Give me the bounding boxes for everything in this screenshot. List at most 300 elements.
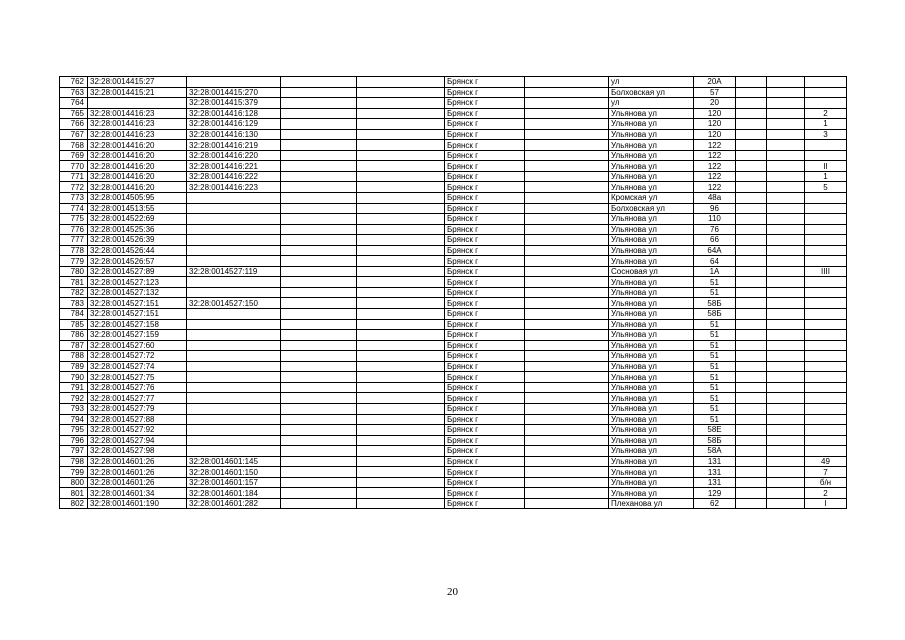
- blank-cell: [525, 330, 609, 341]
- blank-cell: [736, 361, 767, 372]
- house-number-cell: 64А: [694, 245, 736, 256]
- city-cell: Брянск г: [445, 361, 525, 372]
- blank-cell: [357, 171, 445, 182]
- object-number-cell: [187, 351, 281, 362]
- blank-cell: [281, 382, 357, 393]
- street-cell: Ульянова ул: [609, 467, 694, 478]
- cadastral-number-cell: 32:28:0014601:190: [88, 498, 187, 509]
- city-cell: Брянск г: [445, 182, 525, 193]
- blank-cell: [357, 403, 445, 414]
- apartment-cell: IIII: [805, 266, 847, 277]
- house-number-cell: 58А: [694, 446, 736, 457]
- blank-cell: [357, 393, 445, 404]
- row-number-cell: 797: [60, 446, 88, 457]
- city-cell: Брянск г: [445, 224, 525, 235]
- blank-cell: [767, 467, 805, 478]
- blank-cell: [281, 266, 357, 277]
- blank-cell: [736, 214, 767, 225]
- blank-cell: [736, 87, 767, 98]
- blank-cell: [525, 382, 609, 393]
- blank-cell: [357, 214, 445, 225]
- blank-cell: [281, 108, 357, 119]
- table-row: [60, 309, 847, 320]
- blank-cell: [736, 129, 767, 140]
- city-cell: Брянск г: [445, 161, 525, 172]
- street-cell: Болховская ул: [609, 87, 694, 98]
- object-number-cell: [187, 340, 281, 351]
- blank-cell: [357, 414, 445, 425]
- blank-cell: [736, 298, 767, 309]
- cadastral-number-cell: 32:28:0014525:36: [88, 224, 187, 235]
- house-number-cell: 62: [694, 498, 736, 509]
- blank-cell: [767, 298, 805, 309]
- blank-cell: [357, 77, 445, 88]
- cadastral-number-cell: 32:28:0014527:89: [88, 266, 187, 277]
- apartment-cell: [805, 425, 847, 436]
- table-row: [60, 446, 847, 457]
- house-number-cell: 58Б: [694, 435, 736, 446]
- blank-cell: [736, 382, 767, 393]
- object-number-cell: 32:28:0014416:128: [187, 108, 281, 119]
- cadastral-number-cell: 32:28:0014601:26: [88, 477, 187, 488]
- row-number-cell: 775: [60, 214, 88, 225]
- blank-cell: [767, 129, 805, 140]
- blank-cell: [736, 372, 767, 383]
- cadastral-number-cell: 32:28:0014526:57: [88, 256, 187, 267]
- blank-cell: [357, 182, 445, 193]
- row-number-cell: 780: [60, 266, 88, 277]
- street-cell: Ульянова ул: [609, 340, 694, 351]
- table-row: [60, 467, 847, 478]
- blank-cell: [767, 287, 805, 298]
- object-number-cell: [187, 309, 281, 320]
- street-cell: Ульянова ул: [609, 298, 694, 309]
- city-cell: Брянск г: [445, 298, 525, 309]
- blank-cell: [357, 435, 445, 446]
- house-number-cell: 120: [694, 119, 736, 130]
- row-number-cell: 782: [60, 287, 88, 298]
- row-number-cell: 792: [60, 393, 88, 404]
- row-number-cell: 779: [60, 256, 88, 267]
- object-number-cell: 32:28:0014416:129: [187, 119, 281, 130]
- city-cell: Брянск г: [445, 287, 525, 298]
- blank-cell: [525, 467, 609, 478]
- blank-cell: [736, 330, 767, 341]
- blank-cell: [736, 351, 767, 362]
- table-row: [60, 498, 847, 509]
- blank-cell: [525, 488, 609, 499]
- street-cell: Ульянова ул: [609, 277, 694, 288]
- blank-cell: [767, 98, 805, 109]
- cadastral-number-cell: 32:28:0014527:79: [88, 403, 187, 414]
- blank-cell: [281, 319, 357, 330]
- apartment-cell: [805, 214, 847, 225]
- row-number-cell: 778: [60, 245, 88, 256]
- blank-cell: [525, 277, 609, 288]
- street-cell: Ульянова ул: [609, 414, 694, 425]
- table-row: [60, 382, 847, 393]
- city-cell: Брянск г: [445, 330, 525, 341]
- blank-cell: [525, 235, 609, 246]
- blank-cell: [525, 266, 609, 277]
- blank-cell: [736, 266, 767, 277]
- object-number-cell: [187, 235, 281, 246]
- blank-cell: [281, 340, 357, 351]
- house-number-cell: 51: [694, 287, 736, 298]
- row-number-cell: 764: [60, 98, 88, 109]
- blank-cell: [767, 87, 805, 98]
- house-number-cell: 51: [694, 277, 736, 288]
- object-number-cell: [187, 425, 281, 436]
- table-row: [60, 330, 847, 341]
- blank-cell: [357, 351, 445, 362]
- cadastral-number-cell: 32:28:0014527:151: [88, 309, 187, 320]
- cadastral-number-cell: 32:28:0014527:132: [88, 287, 187, 298]
- table-row: [60, 372, 847, 383]
- cadastral-number-cell: [88, 98, 187, 109]
- blank-cell: [736, 161, 767, 172]
- blank-cell: [281, 193, 357, 204]
- cadastral-number-cell: 32:28:0014601:34: [88, 488, 187, 499]
- house-number-cell: 96: [694, 203, 736, 214]
- blank-cell: [525, 403, 609, 414]
- blank-cell: [281, 87, 357, 98]
- city-cell: Брянск г: [445, 193, 525, 204]
- street-cell: Ульянова ул: [609, 214, 694, 225]
- object-number-cell: [187, 393, 281, 404]
- house-number-cell: 51: [694, 361, 736, 372]
- blank-cell: [525, 119, 609, 130]
- blank-cell: [525, 214, 609, 225]
- house-number-cell: 64: [694, 256, 736, 267]
- house-number-cell: 76: [694, 224, 736, 235]
- city-cell: Брянск г: [445, 414, 525, 425]
- blank-cell: [357, 319, 445, 330]
- blank-cell: [357, 203, 445, 214]
- blank-cell: [357, 309, 445, 320]
- object-number-cell: [187, 435, 281, 446]
- cadastral-number-cell: 32:28:0014416:20: [88, 182, 187, 193]
- blank-cell: [736, 245, 767, 256]
- row-number-cell: 787: [60, 340, 88, 351]
- page-number: 20: [447, 586, 458, 598]
- blank-cell: [736, 140, 767, 151]
- blank-cell: [357, 425, 445, 436]
- blank-cell: [281, 351, 357, 362]
- object-number-cell: 32:28:0014527:150: [187, 298, 281, 309]
- house-number-cell: 51: [694, 340, 736, 351]
- blank-cell: [736, 488, 767, 499]
- house-number-cell: 122: [694, 161, 736, 172]
- blank-cell: [736, 77, 767, 88]
- table-row: [60, 298, 847, 309]
- cadastral-number-cell: 32:28:0014513:55: [88, 203, 187, 214]
- table-row: [60, 393, 847, 404]
- object-number-cell: 32:28:0014601:145: [187, 456, 281, 467]
- street-cell: ул: [609, 77, 694, 88]
- object-number-cell: 32:28:0014415:379: [187, 98, 281, 109]
- blank-cell: [525, 319, 609, 330]
- street-cell: Ульянова ул: [609, 182, 694, 193]
- blank-cell: [525, 87, 609, 98]
- city-cell: Брянск г: [445, 235, 525, 246]
- house-number-cell: 48а: [694, 193, 736, 204]
- row-number-cell: 771: [60, 171, 88, 182]
- blank-cell: [281, 414, 357, 425]
- blank-cell: [525, 498, 609, 509]
- city-cell: Брянск г: [445, 245, 525, 256]
- blank-cell: [736, 182, 767, 193]
- row-number-cell: 777: [60, 235, 88, 246]
- blank-cell: [767, 119, 805, 130]
- blank-cell: [736, 108, 767, 119]
- cadastral-number-cell: 32:28:0014527:74: [88, 361, 187, 372]
- cadastral-number-cell: 32:28:0014527:88: [88, 414, 187, 425]
- apartment-cell: [805, 77, 847, 88]
- object-number-cell: [187, 330, 281, 341]
- blank-cell: [767, 425, 805, 436]
- blank-cell: [525, 298, 609, 309]
- city-cell: Брянск г: [445, 488, 525, 499]
- blank-cell: [281, 224, 357, 235]
- city-cell: Брянск г: [445, 340, 525, 351]
- blank-cell: [767, 372, 805, 383]
- apartment-cell: II: [805, 161, 847, 172]
- blank-cell: [357, 488, 445, 499]
- blank-cell: [525, 351, 609, 362]
- apartment-cell: [805, 287, 847, 298]
- blank-cell: [736, 340, 767, 351]
- house-number-cell: 57: [694, 87, 736, 98]
- street-cell: Ульянова ул: [609, 150, 694, 161]
- apartment-cell: [805, 382, 847, 393]
- blank-cell: [281, 256, 357, 267]
- cadastral-number-cell: 32:28:0014526:44: [88, 245, 187, 256]
- row-number-cell: 786: [60, 330, 88, 341]
- blank-cell: [525, 98, 609, 109]
- blank-cell: [736, 456, 767, 467]
- blank-cell: [281, 330, 357, 341]
- street-cell: Кромская ул: [609, 193, 694, 204]
- cadastral-number-cell: 32:28:0014416:23: [88, 129, 187, 140]
- object-number-cell: [187, 403, 281, 414]
- street-cell: Ульянова ул: [609, 446, 694, 457]
- city-cell: Брянск г: [445, 256, 525, 267]
- blank-cell: [281, 98, 357, 109]
- blank-cell: [281, 498, 357, 509]
- blank-cell: [281, 298, 357, 309]
- street-cell: Ульянова ул: [609, 393, 694, 404]
- cadastral-number-cell: 32:28:0014601:26: [88, 467, 187, 478]
- blank-cell: [736, 235, 767, 246]
- table-row: [60, 414, 847, 425]
- house-number-cell: 51: [694, 372, 736, 383]
- house-number-cell: 131: [694, 467, 736, 478]
- street-cell: Ульянова ул: [609, 129, 694, 140]
- house-number-cell: 20А: [694, 77, 736, 88]
- cadastral-number-cell: 32:28:0014527:159: [88, 330, 187, 341]
- blank-cell: [767, 182, 805, 193]
- cadastral-number-cell: 32:28:0014416:23: [88, 119, 187, 130]
- city-cell: Брянск г: [445, 140, 525, 151]
- street-cell: Ульянова ул: [609, 425, 694, 436]
- cadastral-number-cell: 32:28:0014527:72: [88, 351, 187, 362]
- house-number-cell: 131: [694, 456, 736, 467]
- city-cell: Брянск г: [445, 435, 525, 446]
- blank-cell: [525, 287, 609, 298]
- blank-cell: [357, 498, 445, 509]
- blank-cell: [767, 266, 805, 277]
- apartment-cell: [805, 446, 847, 457]
- blank-cell: [767, 351, 805, 362]
- city-cell: Брянск г: [445, 393, 525, 404]
- city-cell: Брянск г: [445, 382, 525, 393]
- cadastral-number-cell: 32:28:0014527:94: [88, 435, 187, 446]
- table-row: [60, 161, 847, 172]
- house-number-cell: 58Б: [694, 309, 736, 320]
- apartment-cell: [805, 435, 847, 446]
- row-number-cell: 796: [60, 435, 88, 446]
- city-cell: Брянск г: [445, 425, 525, 436]
- blank-cell: [525, 193, 609, 204]
- apartment-cell: I: [805, 498, 847, 509]
- cadastral-number-cell: 32:28:0014416:20: [88, 150, 187, 161]
- blank-cell: [736, 393, 767, 404]
- blank-cell: [525, 245, 609, 256]
- city-cell: Брянск г: [445, 150, 525, 161]
- blank-cell: [736, 477, 767, 488]
- blank-cell: [281, 277, 357, 288]
- blank-cell: [525, 161, 609, 172]
- blank-cell: [736, 467, 767, 478]
- city-cell: Брянск г: [445, 403, 525, 414]
- house-number-cell: 66: [694, 235, 736, 246]
- blank-cell: [767, 330, 805, 341]
- blank-cell: [525, 150, 609, 161]
- row-number-cell: 767: [60, 129, 88, 140]
- cadastral-number-cell: 32:28:0014415:27: [88, 77, 187, 88]
- apartment-cell: 3: [805, 129, 847, 140]
- house-number-cell: 1А: [694, 266, 736, 277]
- blank-cell: [357, 477, 445, 488]
- house-number-cell: 122: [694, 150, 736, 161]
- blank-cell: [736, 193, 767, 204]
- house-number-cell: 58Е: [694, 425, 736, 436]
- table-row: [60, 224, 847, 235]
- apartment-cell: 1: [805, 119, 847, 130]
- blank-cell: [357, 382, 445, 393]
- city-cell: Брянск г: [445, 87, 525, 98]
- object-number-cell: [187, 277, 281, 288]
- blank-cell: [357, 467, 445, 478]
- street-cell: Ульянова ул: [609, 477, 694, 488]
- city-cell: Брянск г: [445, 477, 525, 488]
- blank-cell: [767, 77, 805, 88]
- blank-cell: [281, 467, 357, 478]
- table-row: [60, 287, 847, 298]
- blank-cell: [525, 414, 609, 425]
- table-row: [60, 98, 847, 109]
- blank-cell: [525, 182, 609, 193]
- register-table-body: [60, 77, 847, 509]
- apartment-cell: 2: [805, 488, 847, 499]
- table-row: [60, 361, 847, 372]
- blank-cell: [736, 414, 767, 425]
- blank-cell: [736, 277, 767, 288]
- object-number-cell: 32:28:0014601:150: [187, 467, 281, 478]
- city-cell: Брянск г: [445, 108, 525, 119]
- street-cell: Ульянова ул: [609, 235, 694, 246]
- blank-cell: [525, 393, 609, 404]
- blank-cell: [281, 403, 357, 414]
- object-number-cell: [187, 361, 281, 372]
- city-cell: Брянск г: [445, 171, 525, 182]
- blank-cell: [525, 77, 609, 88]
- blank-cell: [281, 456, 357, 467]
- table-row: [60, 477, 847, 488]
- house-number-cell: 51: [694, 393, 736, 404]
- apartment-cell: [805, 256, 847, 267]
- object-number-cell: 32:28:0014601:157: [187, 477, 281, 488]
- cadastral-number-cell: 32:28:0014527:123: [88, 277, 187, 288]
- row-number-cell: 802: [60, 498, 88, 509]
- table-row: [60, 456, 847, 467]
- blank-cell: [736, 171, 767, 182]
- blank-cell: [525, 340, 609, 351]
- street-cell: Ульянова ул: [609, 287, 694, 298]
- blank-cell: [281, 235, 357, 246]
- blank-cell: [767, 256, 805, 267]
- house-number-cell: 122: [694, 171, 736, 182]
- table-row: [60, 150, 847, 161]
- apartment-cell: 49: [805, 456, 847, 467]
- blank-cell: [357, 87, 445, 98]
- blank-cell: [525, 309, 609, 320]
- blank-cell: [357, 119, 445, 130]
- apartment-cell: [805, 403, 847, 414]
- apartment-cell: [805, 150, 847, 161]
- table-row: [60, 403, 847, 414]
- cadastral-number-cell: 32:28:0014527:76: [88, 382, 187, 393]
- object-number-cell: 32:28:0014416:221: [187, 161, 281, 172]
- blank-cell: [281, 203, 357, 214]
- row-number-cell: 763: [60, 87, 88, 98]
- blank-cell: [357, 372, 445, 383]
- row-number-cell: 784: [60, 309, 88, 320]
- blank-cell: [357, 129, 445, 140]
- apartment-cell: [805, 203, 847, 214]
- blank-cell: [736, 287, 767, 298]
- blank-cell: [281, 425, 357, 436]
- row-number-cell: 768: [60, 140, 88, 151]
- blank-cell: [357, 235, 445, 246]
- blank-cell: [281, 245, 357, 256]
- blank-cell: [357, 287, 445, 298]
- table-row: [60, 77, 847, 88]
- object-number-cell: [187, 382, 281, 393]
- blank-cell: [357, 224, 445, 235]
- blank-cell: [281, 182, 357, 193]
- row-number-cell: 800: [60, 477, 88, 488]
- row-number-cell: 799: [60, 467, 88, 478]
- table-row: [60, 119, 847, 130]
- blank-cell: [767, 403, 805, 414]
- cadastral-number-cell: 32:28:0014505:95: [88, 193, 187, 204]
- blank-cell: [281, 214, 357, 225]
- blank-cell: [767, 161, 805, 172]
- table-row: [60, 340, 847, 351]
- table-row: [60, 171, 847, 182]
